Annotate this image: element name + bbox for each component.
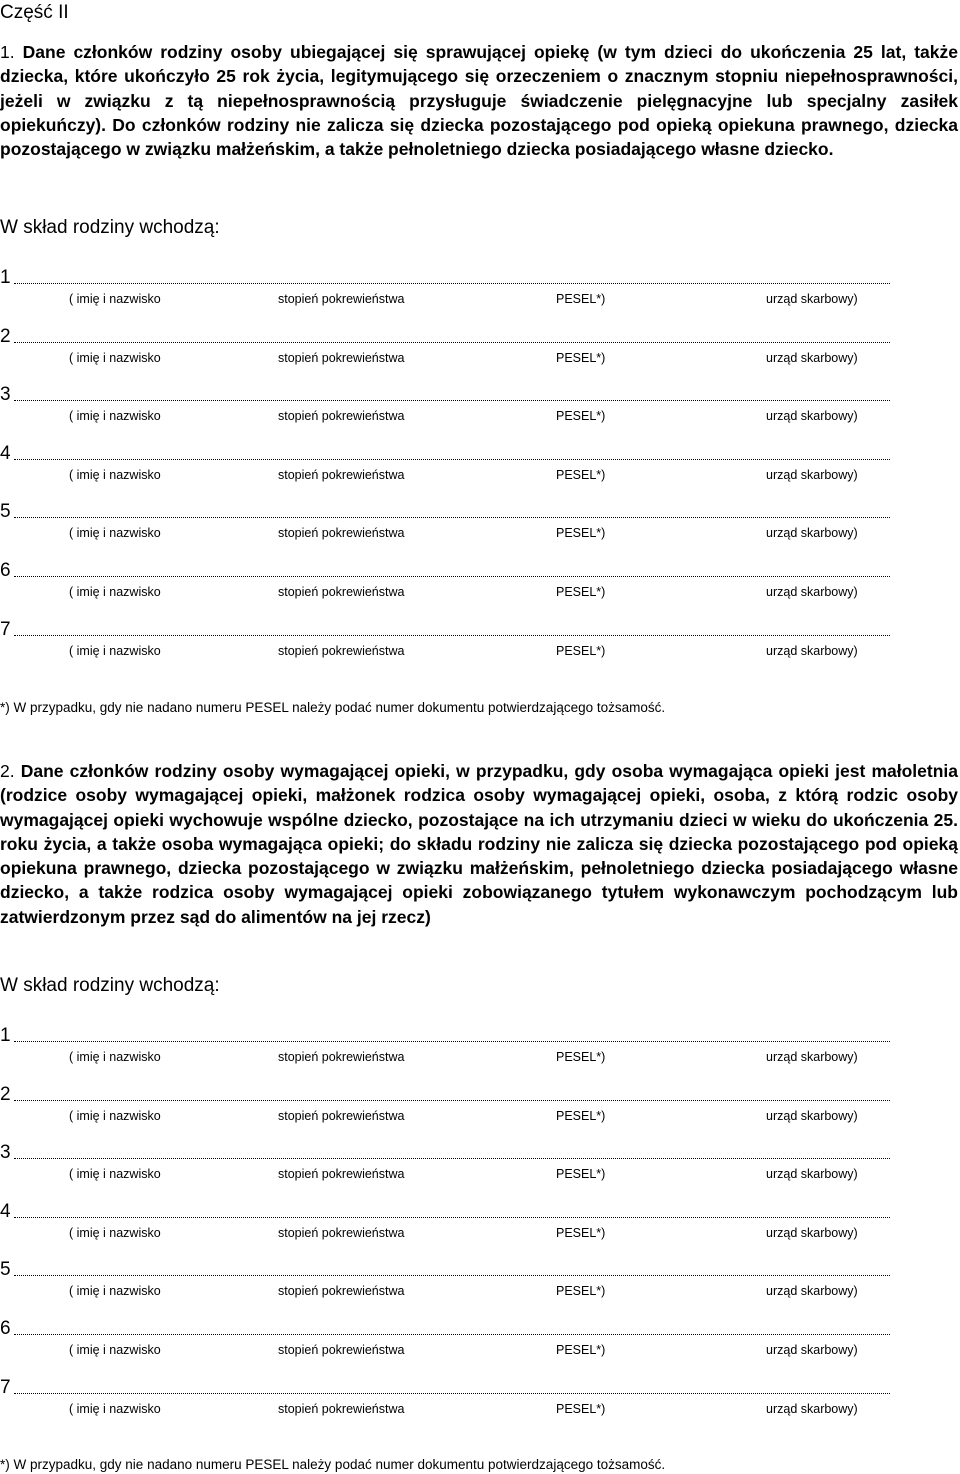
entry-dotted-line [14,1275,890,1276]
entry-number: 1 [0,267,11,288]
entry-fill-line[interactable] [0,1314,890,1340]
entry-caption [0,350,900,366]
family-member-entry [0,322,900,381]
section-1-family-members [0,263,900,673]
caption-name: ( imię i nazwisko [69,1284,161,1299]
section-1-lead-text: Dane członków rodziny osoby ubiegającej się sprawującej opiekę (w tym dzieci do ukończenia 25 lat, także dziecka, które ukończyło 25 rok życia, legitymującego się orzeczeniem o znacznym stopniu niepełnosprawności, jeżeli w związku z tą niepełnosprawnością przysługuje świadczenie pielęgnacyjne lub specjalny zasiłek opiekuńczy). [0,42,958,135]
family-member-entry [0,1197,900,1256]
caption-name: ( imię i nazwisko [69,1167,161,1182]
entry-dotted-line [14,1217,890,1218]
section-2-family-members [0,1021,900,1431]
family-member-entry [0,1255,900,1314]
caption-tax-office: urząd skarbowy) [766,643,858,658]
family-member-entry [0,380,900,439]
entry-caption [0,1283,900,1299]
caption-pesel: PESEL*) [556,1225,606,1240]
entry-dotted-line [14,1393,890,1394]
entry-fill-line[interactable] [0,1255,890,1281]
family-member-entry [0,556,900,615]
caption-tax-office: urząd skarbowy) [766,1050,858,1064]
caption-tax-office: urząd skarbowy) [766,1401,858,1416]
caption-relation: stopień pokrewieństwa [278,1284,405,1299]
caption-relation: stopień pokrewieństwa [278,1225,405,1240]
caption-name: ( imię i nazwisko [69,526,161,541]
caption-pesel: PESEL*) [556,1284,606,1299]
entry-number: 5 [0,1259,11,1281]
entry-number: 2 [0,325,11,347]
family-member-entry [0,615,900,674]
entry-number: 7 [0,618,11,640]
caption-name: ( imię i nazwisko [69,350,161,365]
caption-tax-office: urząd skarbowy) [766,409,858,424]
entry-number: 6 [0,1317,11,1339]
caption-relation: stopień pokrewieństwa [278,1167,405,1182]
entry-caption [0,1225,900,1241]
entry-fill-line[interactable] [0,1138,890,1164]
caption-pesel: PESEL*) [556,467,606,482]
section-2-description [0,759,958,929]
entry-number: 3 [0,1142,11,1164]
section-2-text: Dane członków rodziny osoby wymagającej opieki, w przypadku, gdy osoba wymagająca opieki jest małoletnia (rodzice osoby wymagającej opieki, małżonek rodzica osoby wymagającej opieki, osoba, z którą rodzic osoby wymagającej opieki wychowuje wspólne dziecko, pozostające na ich utrzymaniu dzieci w wieku do ukończenia 25. roku życia, a także osoba wymagająca opieki; do składu rodziny nie zalicza się dziecka pozostającego pod opieką opiekuna prawnego, dziecka pozostającego w związku małżeńskim, pełnoletniego dziecka posiadającego własne dziecko, a także rodzica osoby wymagającej opieki zobowiązanego tytułem wykonawczym pochodzącym lub zatwierdzonym przez sąd do alimentów na jej rzecz) [0,761,958,927]
entry-dotted-line [14,1100,890,1101]
caption-relation: stopień pokrewieństwa [278,292,405,306]
caption-relation: stopień pokrewieństwa [278,1050,405,1064]
entry-dotted-line [14,283,890,284]
entry-caption [0,408,900,424]
entry-number: 7 [0,1376,11,1398]
caption-relation: stopień pokrewieństwa [278,1108,405,1123]
entry-dotted-line [14,459,890,460]
caption-tax-office: urząd skarbowy) [766,584,858,599]
caption-name: ( imię i nazwisko [69,409,161,424]
entry-caption [0,291,900,307]
entry-fill-line[interactable] [0,615,890,641]
caption-relation: stopień pokrewieństwa [278,584,405,599]
caption-pesel: PESEL*) [556,584,606,599]
caption-pesel: PESEL*) [556,643,606,658]
caption-pesel: PESEL*) [556,1050,606,1064]
family-member-entry [0,497,900,556]
entry-fill-line[interactable] [0,322,890,348]
entry-fill-line[interactable] [0,1021,890,1047]
entry-number: 5 [0,501,11,523]
section-2-composition-label: W skład rodziny wchodzą: [0,975,220,996]
caption-name: ( imię i nazwisko [69,643,161,658]
caption-pesel: PESEL*) [556,1167,606,1182]
caption-relation: stopień pokrewieństwa [278,1401,405,1416]
caption-name: ( imię i nazwisko [69,1401,161,1416]
entry-caption [0,525,900,541]
entry-dotted-line [14,576,890,577]
caption-pesel: PESEL*) [556,292,606,306]
section-2-number: 2. [0,761,15,781]
caption-name: ( imię i nazwisko [69,292,161,306]
entry-number: 6 [0,559,11,581]
entry-caption [0,1342,900,1358]
caption-tax-office: urząd skarbowy) [766,1284,858,1299]
family-member-entry [0,1373,900,1432]
family-member-entry [0,1314,900,1373]
caption-name: ( imię i nazwisko [69,584,161,599]
family-member-entry [0,1080,900,1139]
entry-fill-line[interactable] [0,1080,890,1106]
family-member-entry [0,439,900,498]
entry-dotted-line [14,342,890,343]
caption-name: ( imię i nazwisko [69,467,161,482]
caption-pesel: PESEL*) [556,1401,606,1416]
caption-relation: stopień pokrewieństwa [278,467,405,482]
section-1-rest-text: Do członków rodziny nie zalicza się dziecka pozostającego pod opieką opiekuna prawnego, dziecka pozostającego w związku małżeńskim, a także pełnoletniego dziecka posiadającego własne dziecko. [0,114,958,160]
entry-number: 4 [0,1200,11,1222]
section-2-footnote: *) W przypadku, gdy nie nadano numeru PESEL należy podać numer dokumentu potwierdzającego tożsamość. [0,1457,666,1472]
entry-dotted-line [14,1158,890,1159]
section-1-composition-label: W skład rodziny wchodzą: [0,217,220,238]
caption-pesel: PESEL*) [556,409,606,424]
family-member-entry [0,1138,900,1197]
caption-name: ( imię i nazwisko [69,1108,161,1123]
caption-name: ( imię i nazwisko [69,1050,161,1064]
entry-caption [0,1401,900,1417]
entry-number: 2 [0,1083,11,1105]
entry-dotted-line [14,400,890,401]
part-title: Część II [0,2,69,23]
caption-relation: stopień pokrewieństwa [278,643,405,658]
entry-fill-line[interactable] [0,497,890,523]
entry-dotted-line [14,635,890,636]
entry-fill-line[interactable] [0,1373,890,1399]
caption-pesel: PESEL*) [556,1108,606,1123]
caption-tax-office: urząd skarbowy) [766,350,858,365]
section-1-footnote: *) W przypadku, gdy nie nadano numeru PESEL należy podać numer dokumentu potwierdzającego tożsamość. [0,700,666,715]
entry-caption [0,1108,900,1124]
caption-tax-office: urząd skarbowy) [766,1342,858,1357]
caption-pesel: PESEL*) [556,526,606,541]
caption-tax-office: urząd skarbowy) [766,526,858,541]
caption-relation: stopień pokrewieństwa [278,409,405,424]
caption-relation: stopień pokrewieństwa [278,526,405,541]
entry-number: 1 [0,1025,11,1046]
caption-tax-office: urząd skarbowy) [766,1225,858,1240]
entry-number: 4 [0,442,11,464]
family-member-entry [0,1021,900,1080]
caption-pesel: PESEL*) [556,350,606,365]
caption-relation: stopień pokrewieństwa [278,1342,405,1357]
caption-tax-office: urząd skarbowy) [766,292,858,306]
family-member-entry [0,263,900,322]
entry-caption [0,584,900,600]
caption-name: ( imię i nazwisko [69,1342,161,1357]
entry-fill-line[interactable] [0,1197,890,1223]
entry-caption [0,1049,900,1065]
section-1-number: 1. [0,42,15,62]
entry-caption [0,1166,900,1182]
caption-name: ( imię i nazwisko [69,1225,161,1240]
entry-fill-line[interactable] [0,263,890,289]
caption-relation: stopień pokrewieństwa [278,350,405,365]
section-1-description [0,40,958,161]
entry-dotted-line [14,1041,890,1042]
entry-caption [0,643,900,659]
caption-tax-office: urząd skarbowy) [766,467,858,482]
entry-dotted-line [14,1334,890,1335]
caption-tax-office: urząd skarbowy) [766,1167,858,1182]
entry-dotted-line [14,517,890,518]
entry-fill-line[interactable] [0,439,890,465]
caption-tax-office: urząd skarbowy) [766,1108,858,1123]
entry-number: 3 [0,384,11,406]
entry-caption [0,467,900,483]
entry-fill-line[interactable] [0,556,890,582]
entry-fill-line[interactable] [0,380,890,406]
caption-pesel: PESEL*) [556,1342,606,1357]
